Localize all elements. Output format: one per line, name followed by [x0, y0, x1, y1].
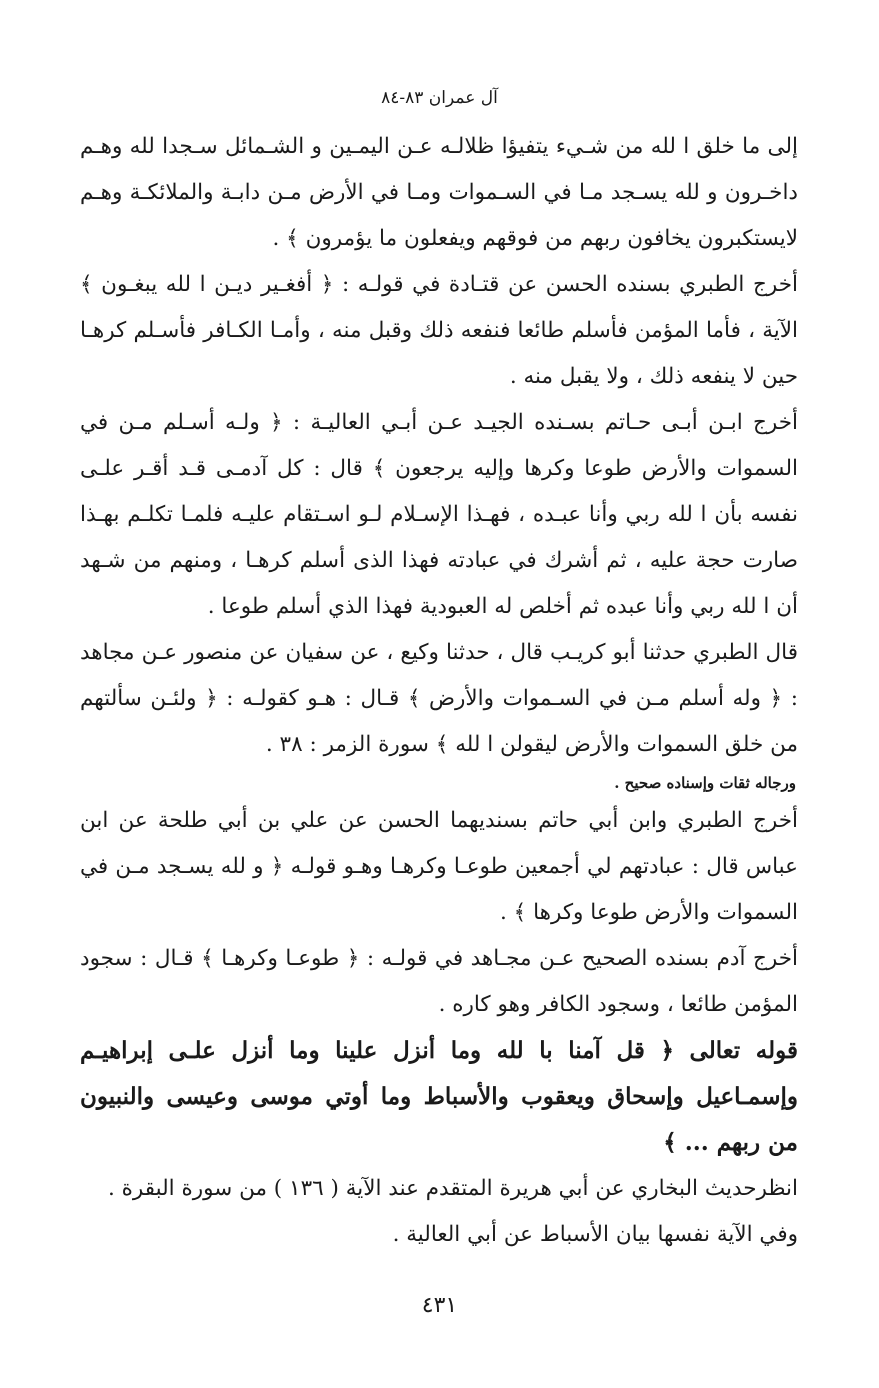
- paragraph-bukhari-reference: انظرحديث البخاري عن أبي هريرة المتقدم عند الآية ( ١٣٦ ) من سورة البقرة .: [107, 1176, 798, 1201]
- page-body: [80, 124, 798, 1258]
- paragraph-tabari-qatada: أخرج الطبري بسنده الحسن عن قتـادة في قولـه : ﴿ أفغـير ديـن ا لله يبغـون ﴾ الآية ، فأما المؤمن فأسلم طائعا فنفعه ذلك وقبل منه ، وأمـا الكـافر فأسـلم كرهـا حين لا ينفعه ذلك ، ولا يقبل منه .: [80, 272, 798, 389]
- paragraph-quran-continuation: إلى ما خلق ا لله من شـيء يتفيؤا ظلالـه عـن اليمـين و الشـمائل سـجدا لله وهـم داخـرون و لله يسـجد مـا في السـموات ومـا في الأرض مـن دابـة والملائكـة وهـم لايستكبرون يخافون ربهم من فوقهم ويفعلون ما يؤمرون ﴾ .: [80, 134, 798, 251]
- running-head: آل عمران ٨٣-٨٤: [381, 88, 498, 108]
- paragraph-ibn-abi-hatim-abi-aliya: أخرج ابـن أبـى حـاتم بسـنده الجيـد عـن أبـي العاليـة : ﴿ ولـه أسـلم مـن في السموات والأرض طوعا وكرها وإليه يرجعون ﴾ قال : كل آدمـى قـد أقـر علـى نفسه بأن ا لله ربي وأنا عبـده ، فهـذا الإسـلام لـو اسـتقام عليـه فلمـا تكلـم بهـذا صارت حجة عليه ، ثم أشرك في عبادته فهذا الذى أسلم كرهـا ، ومنهم من شـهد أن ا لله ربي وأنا عبده ثم أخلص له العبودية فهذا الذي أسلم طوعا .: [80, 410, 798, 619]
- page-number: ٤٣١: [421, 1293, 458, 1318]
- paragraph-tabari-ibn-abbas: أخرج الطبري وابن أبي حاتم بسنديهما الحسن عن علي بن أبي طلحة عن ابن عباس قال : عبادتهم لي أجمعين طوعـا وكرهـا وهـو قولـه ﴿ و لله يسـجد مـن في السموات والأرض طوعا وكرها ﴾ .: [80, 808, 798, 925]
- isnad-note: ورجاله ثقات وإسناده صحيح .: [614, 774, 796, 792]
- verse-heading: قوله تعالى ﴿ قل آمنا با لله وما أنزل علينا وما أنزل علـى إبراهيـم وإسمـاعيل وإسحاق ويعقوب والأسباط وما أوتي موسى وعيسى والنبيون من ربهم ... ﴾: [80, 1037, 798, 1156]
- paragraph-tabari-mujahid: قال الطبري حدثنا أبو كريـب قال ، حدثنا وكيع ، عن سفيان عن منصور عـن مجاهد : ﴿ وله أسلم مـن في السـموات والأرض ﴾ قـال : هـو كقولـه : ﴿ ولئـن سألتهم من خلق السموات والأرض ليقولن ا لله ﴾ سورة الزمر : ٣٨ .: [80, 640, 798, 757]
- paragraph-adam-mujahid: أخرج آدم بسنده الصحيح عـن مجـاهد في قولـه : ﴿ طوعـا وكرهـا ﴾ قـال : سجود المؤمن طائعا ، وسجود الكافر وهو كاره .: [80, 946, 798, 1017]
- paragraph-asbat-note: وفي الآية نفسها بيان الأسباط عن أبي العالية .: [392, 1222, 798, 1247]
